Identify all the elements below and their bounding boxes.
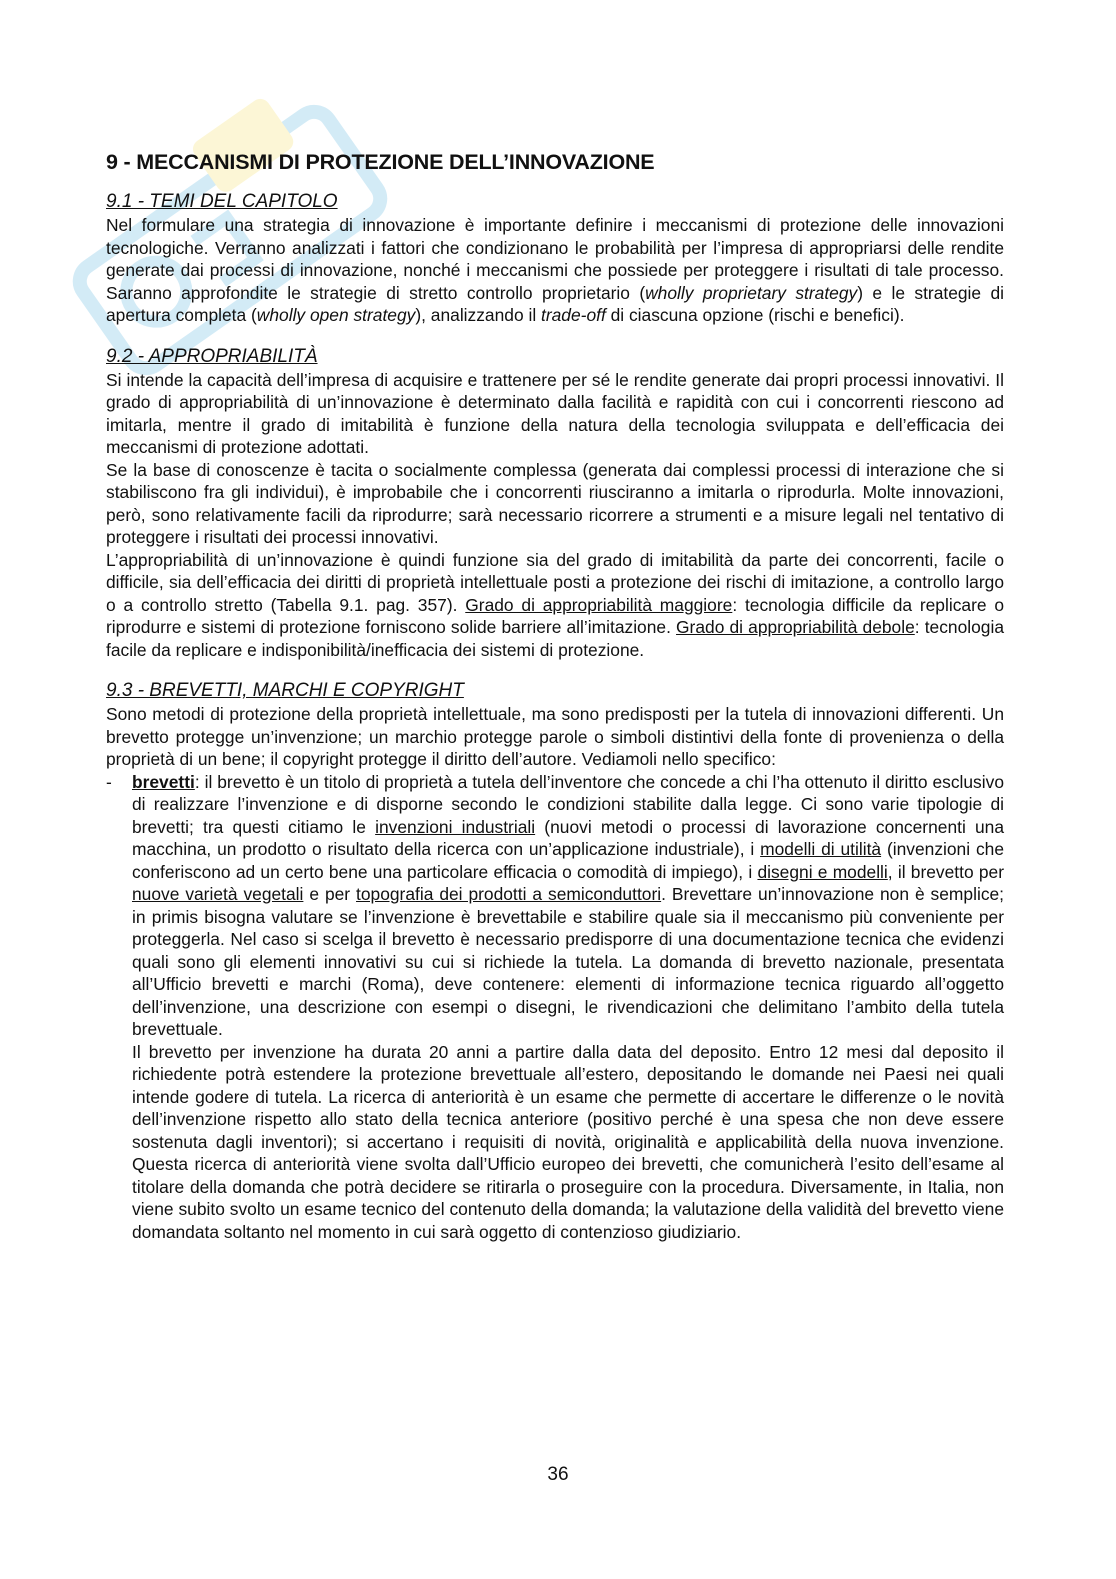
italic-term: wholly open strategy [256,305,416,325]
paragraph-brevetti-2: Il brevetto per invenzione ha durata 20 anni a partire dalla data del deposito. Entro 12 mesi dal deposito il richiedente potrà estendere la protezione brevettuale all’estero, depositando le domande nei Paesi nei quali intende godere di tutela. La ricerca di anteriorità è un esame che permette di accertare le differenze o le novità dell’invenzione rispetto allo stato della tecnica anteriore (positivo perché è una spesa che non deve essere sostenuta dagli inventori); si accertano i requisiti di novità, originalità e applicabilità della nuova invenzione. Questa ricerca di anteriorità viene svolta dall’Ufficio europeo dei brevetti, che comunicherà l’esito dell’esame al titolare della domanda che potrà decidere se ritirarla o proseguire con la procedura. Diversamente, in Italia, non viene subito svolto un esame tecnico del contenuto della domanda; la valutazione della validità del brevetto viene domandata soltanto nel momento in cui sarà oggetto di contenzioso giudiziario. [132,1041,1004,1242]
section-heading-9-3: 9.3 - BREVETTI, MARCHI E COPYRIGHT [106,680,464,701]
text-span: : il brevetto è un titolo di proprietà a tutela dell’inventore che concede a chi l’ha ottenuto il diritto esclusivo di realizzare l’invenzione e di disporne secondo le condizioni stabilite dalla legge. Ci sono varie tipologie di brevetti; tra questi citiamo le [132,771,1004,837]
underlined-term: modelli di utilità [760,839,882,859]
text-span: : tecnologia difficile da replicare o riprodurre e sistemi di protezione forniscono solide barriere all’imitazione. [106,594,1005,637]
paragraph-brevetti-1 [132,771,1004,1041]
text-span: L’appropriabilità di un’innovazione è quindi funzione sia del grado di imitabilità da parte dei concorrenti, facile o difficile, sia dell’efficacia dei diritti di proprietà intellettuale posti a protezione dei rischi di imitazione, a controllo largo o a controllo stretto (Tabella 9.1. pag. 357). [106,549,1004,615]
page-number: 36 [547,1464,569,1485]
chapter-title: 9 - MECCANISMI DI PROTEZIONE DELL’INNOVAZIONE [106,150,655,174]
underlined-term: Grado di appropriabilità maggiore [465,594,733,615]
list-item-body [132,771,1004,1244]
paragraph-9-2-2: Se la base di conoscenze è tacita o socialmente complessa (generata dai complessi processi di interazione che si stabiliscono fra gli individui), è improbabile che i concorrenti riusciranno a imitarla o riprodurla. Molte innovazioni, però, sono relativamente facili da riprodurre; sarà necessario ricorrere a strumenti e a misure legali nel tentativo di proteggere i risultati dei processi innovativi. [106,459,1004,547]
underlined-term: disegni e modelli [757,861,888,882]
paragraph-9-2-1: Si intende la capacità dell’impresa di acquisire e trattenere per sé le rendite generate dai propri processi innovativi. Il grado di appropriabilità di un’innovazione è determinato dalla facilità e rapidità con cui i concorrenti riescono ad imitarla, mentre il grado di imitabilità è funzione della natura della tecnologia sviluppata e dell’efficacia dei meccanismi di protezione adottati. [106,369,1004,457]
list-item-brevetti [106,771,1004,1244]
italic-term: wholly proprietary strategy [645,282,858,303]
section-heading-9-1: 9.1 - TEMI DEL CAPITOLO [106,191,338,212]
text-span: (nuovi metodi o processi di lavorazione concernenti una macchina, un prodotto o risultato della ricerca con un’applicazione industriale), i [132,816,1005,859]
text-span: , il brevetto per [887,861,1004,882]
text-span: . Brevettare un’innovazione non è semplice; in primis bisogna valutare se l’invenzione è brevettabile e stabilire quale sia il meccanismo più conveniente per proteggerla. Nel caso si scelga il brevetto è necessario predisporre di una documentazione tecnica che evidenzi quali sono gli elementi innovativi su cui si richiede la tutela. La domanda di brevetto nazionale, presentata all’Ufficio brevetti e marchi (Roma), deve contenere: elementi di informazione tecnica riguardo all’oggetto dell’invenzione, una descrizione con esempi o disegni, le rivendicazioni che delimitano l’ambito della tutela brevettuale. [132,884,1005,1039]
text-span: (invenzioni che conferiscono ad un certo bene una particolare efficacia o comodità di impiego), i [132,839,1004,882]
underlined-term: Grado di appropriabilità debole [676,617,915,637]
section-9-2 [106,345,1004,662]
underlined-term: invenzioni industriali [375,816,536,837]
text-span: : tecnologia facile da replicare e indisponibilità/inefficacia dei sistemi di protezione. [106,617,1004,660]
bold-term: brevetti [132,771,195,792]
paragraph-9-2-3 [106,549,1004,662]
section-heading-9-2: 9.2 - APPROPRIABILITÀ [106,345,318,367]
paragraph-9-1 [106,214,1004,327]
text-span: ) e le strategie di apertura completa ( [106,282,1004,325]
section-9-1 [106,190,1004,327]
underlined-term: topografia dei prodotti a semiconduttori [356,884,662,904]
italic-term: trade-off [541,305,606,325]
text-span: e per [303,884,357,904]
text-span: Nel formulare una strategia di innovazione è importante definire i meccanismi di protezione delle innovazioni tecnologiche. Verranno analizzati i fattori che condizionano le probabilità per l’impresa di appropriarsi delle rendite generate dai processi di innovazione, nonché i meccanismi che possiede per proteggere i risultati di tale processo. Saranno approfondite le strategie di stretto controllo proprietario ( [106,215,1004,303]
paragraph-9-3-intro: Sono metodi di protezione della proprietà intellettuale, ma sono predisposti per la tutela di innovazioni differenti. Un brevetto protegge un’invenzione; un marchio protegge parole o simboli distintivi della fonte di provenienza o della proprietà di un bene; il copyright protegge il diritto dell’autore. Vediamoli nello specifico: [106,704,1004,769]
document-page [106,148,1004,1261]
underlined-term: nuove varietà vegetali [132,884,304,904]
section-9-3 [106,679,1004,1243]
text-span: ), analizzando il [415,305,542,325]
text-span: di ciascuna opzione (rischi e benefici). [605,305,905,325]
dash-marker: - [106,771,112,792]
